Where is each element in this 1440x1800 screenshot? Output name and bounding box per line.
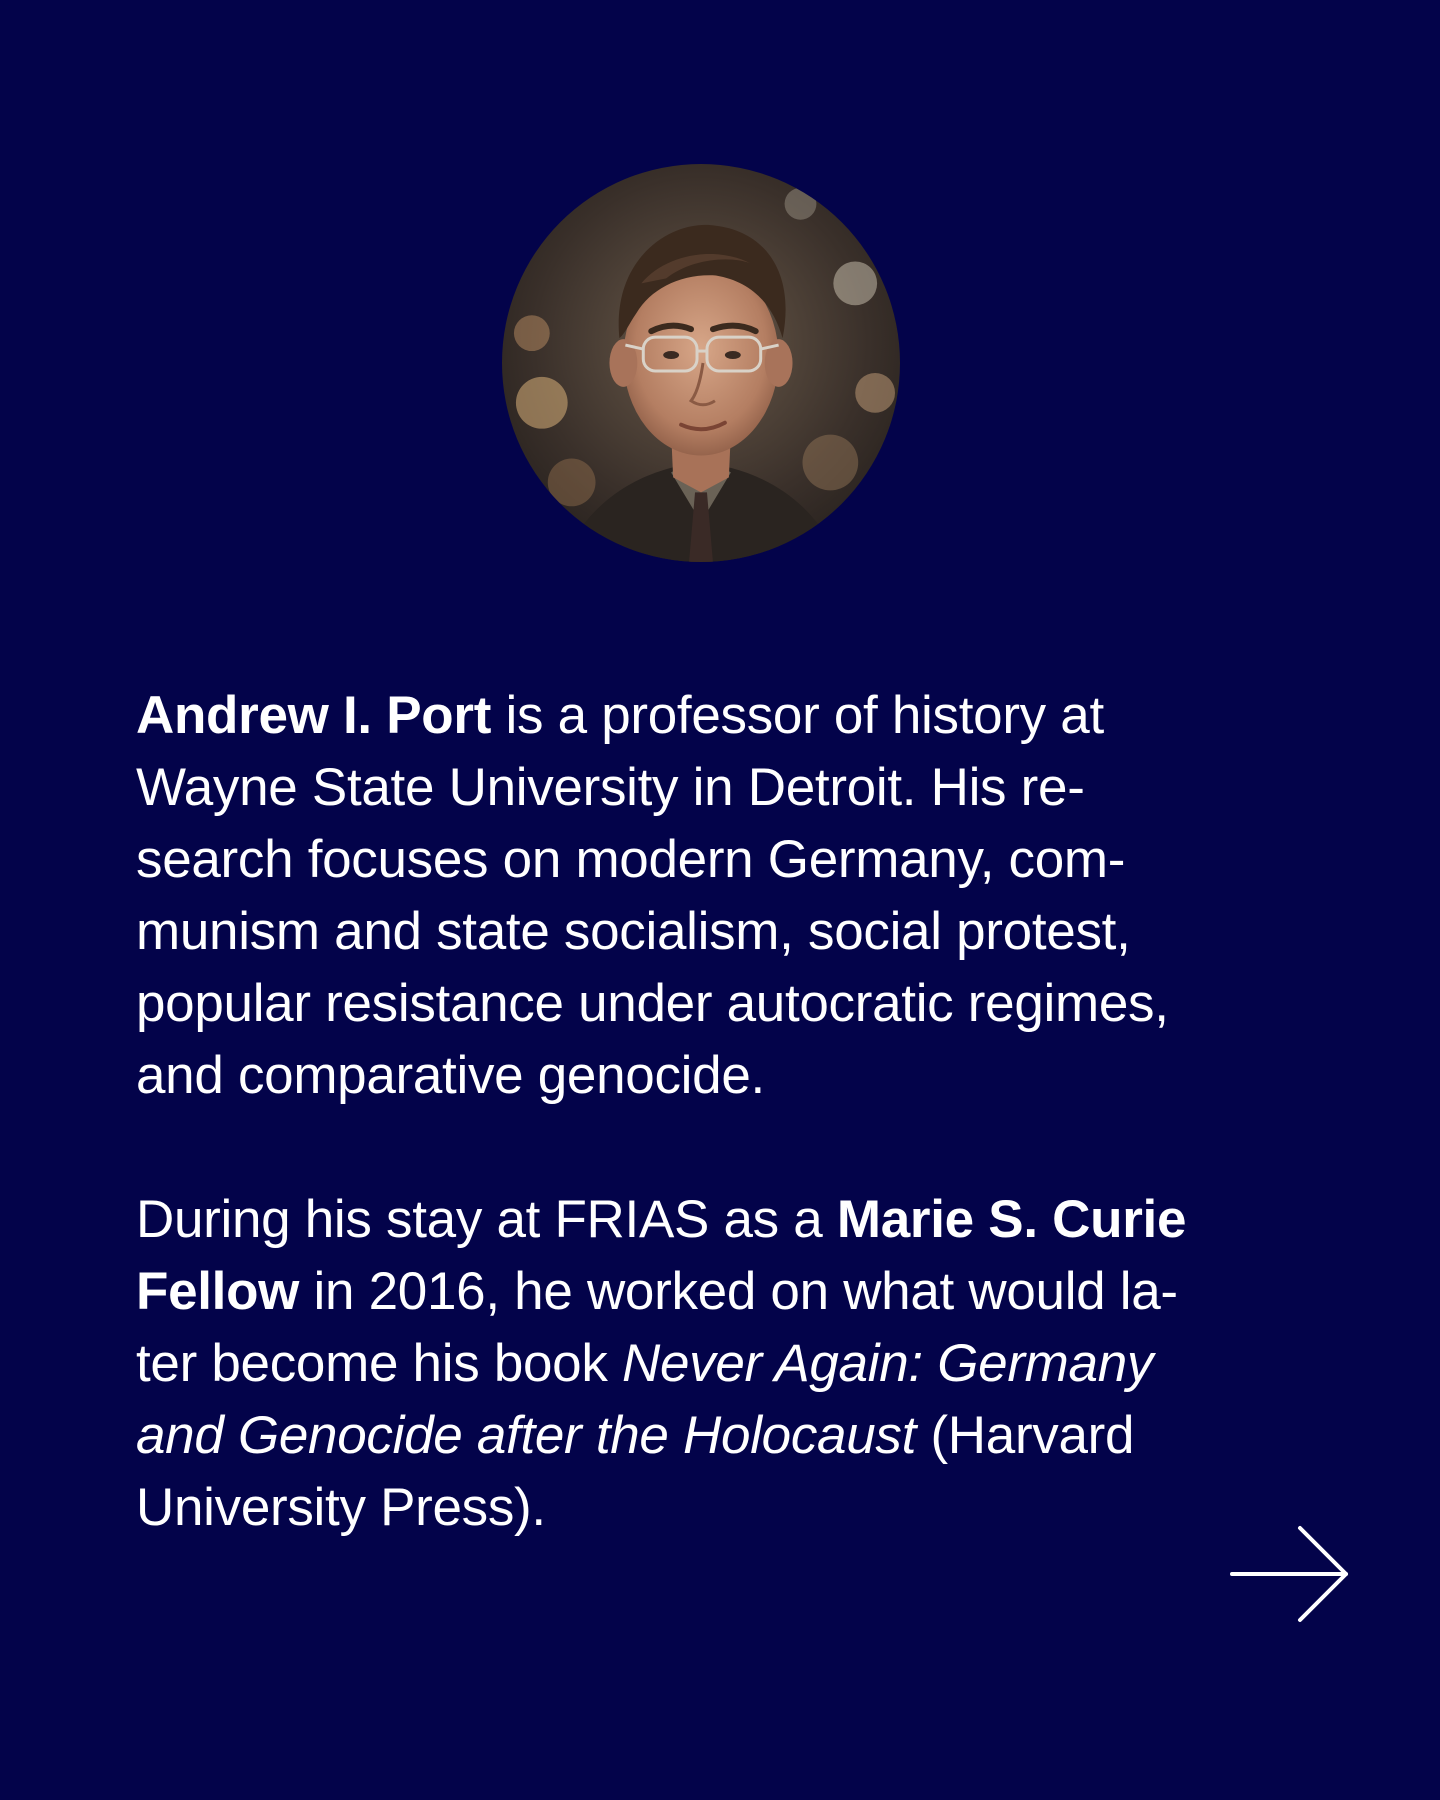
bio-paragraph-fellowship bbox=[136, 1184, 1316, 1544]
fellowship-name-cont: Fellow bbox=[136, 1262, 300, 1321]
fellowship-name: Marie S. Curie bbox=[836, 1190, 1187, 1249]
bio-line: Wayne State University in Detroit. His re- bbox=[136, 758, 1085, 817]
bio-line: munism and state socialism, social protest, bbox=[136, 902, 1131, 961]
bio-paragraph-intro bbox=[136, 680, 1316, 1112]
bio-line bbox=[136, 1184, 1316, 1256]
bio-line: search focuses on modern Germany, com- bbox=[136, 830, 1126, 889]
book-title: Never Again: Germany bbox=[621, 1334, 1154, 1393]
portrait-illustration bbox=[502, 164, 900, 562]
bio-text: in 2016, he worked on what would la- bbox=[299, 1262, 1178, 1321]
arrow-right-icon bbox=[1228, 1524, 1352, 1624]
bio-text: ter become his book bbox=[136, 1334, 622, 1393]
author-name: Andrew I. Port bbox=[136, 686, 492, 745]
bio-line: and comparative genocide. bbox=[136, 1046, 765, 1105]
author-portrait bbox=[502, 164, 900, 562]
bio-text: is a professor of history at bbox=[491, 686, 1104, 745]
bio-text: (Harvard bbox=[916, 1406, 1135, 1465]
bio-line: popular resistance under autocratic regimes, bbox=[136, 974, 1169, 1033]
book-title-cont: and Genocide after the Holocaust bbox=[136, 1406, 917, 1465]
bio-line: University Press). bbox=[136, 1478, 546, 1537]
bio-line bbox=[136, 1328, 1316, 1400]
biography bbox=[136, 680, 1316, 1544]
bio-line bbox=[136, 1400, 1316, 1472]
bio-text: During his stay at FRIAS as a bbox=[136, 1190, 837, 1249]
next-slide-button[interactable] bbox=[1228, 1524, 1352, 1624]
bio-line bbox=[136, 680, 1316, 752]
bio-line bbox=[136, 1256, 1316, 1328]
